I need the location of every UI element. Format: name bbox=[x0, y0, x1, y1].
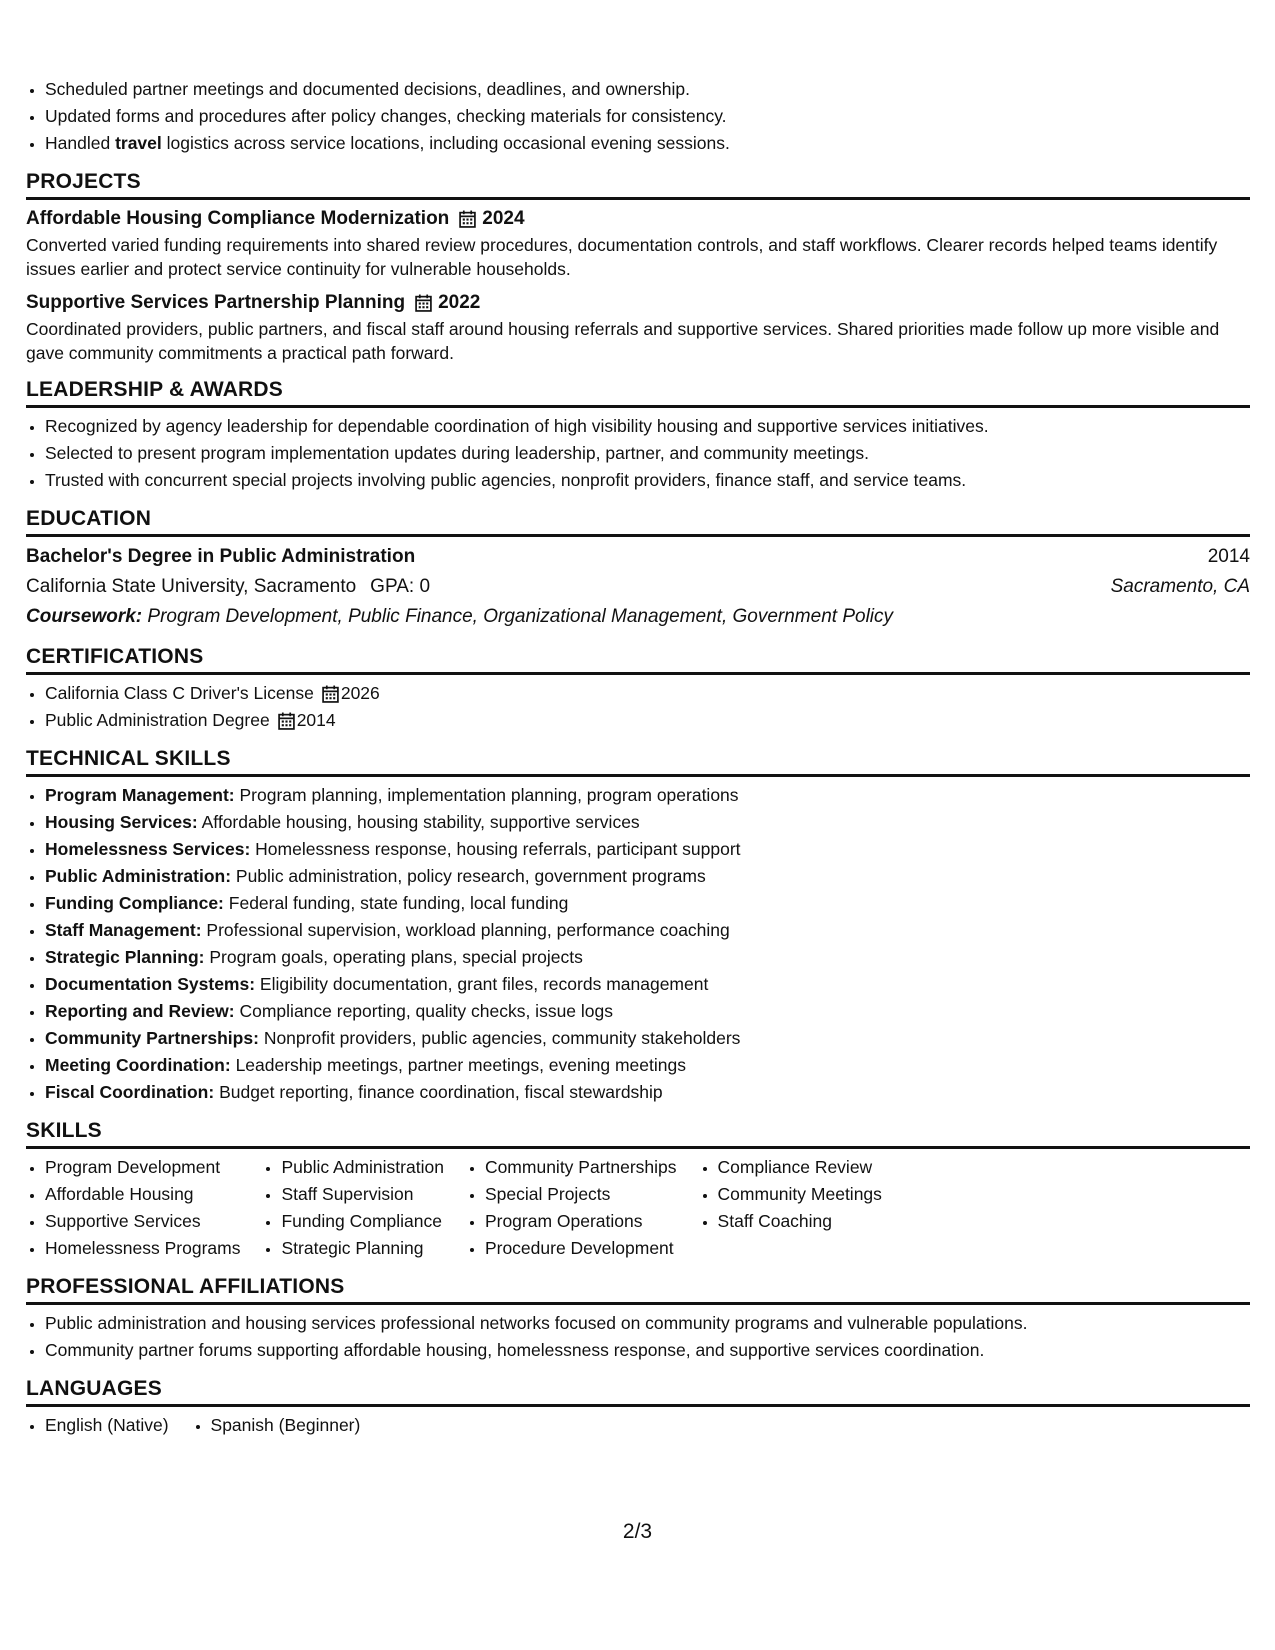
list-item: • Special Projects bbox=[485, 1181, 677, 1208]
list-item: • Supportive Services bbox=[45, 1208, 240, 1235]
certifications-list bbox=[26, 680, 1250, 734]
list-item: • Program Operations bbox=[485, 1208, 677, 1235]
skill-category: Public Administration: bbox=[45, 866, 232, 886]
leadership-section bbox=[26, 377, 1250, 494]
leadership-bullets bbox=[26, 413, 1250, 494]
list-item bbox=[45, 707, 1250, 734]
education-section bbox=[26, 506, 1250, 632]
education-school-row bbox=[26, 572, 1250, 602]
project-item bbox=[26, 205, 1250, 281]
list-item bbox=[45, 917, 1250, 944]
skill-category: Documentation Systems: bbox=[45, 974, 256, 994]
school-name: California State University, Sacramento bbox=[26, 576, 357, 597]
list-item: • Program Development bbox=[45, 1154, 240, 1181]
skill-details: Public administration, policy research, government programs bbox=[235, 866, 706, 886]
project-title-row bbox=[26, 289, 1250, 317]
bullet-text: Updated forms and procedures after policy changes, checking materials for consistency. bbox=[45, 106, 727, 126]
section-heading: SKILLS bbox=[26, 1118, 1250, 1149]
list-item: • Compliance Review bbox=[718, 1154, 882, 1181]
skill-details: Affordable housing, housing stability, supportive services bbox=[201, 812, 640, 832]
skills-column bbox=[262, 1154, 443, 1262]
skill-details: Homelessness response, housing referrals, participant support bbox=[255, 839, 741, 859]
skill-details: Professional supervision, workload planning, performance coaching bbox=[206, 920, 730, 940]
education-degree-row bbox=[26, 542, 1250, 572]
skill-category: Reporting and Review: bbox=[45, 1001, 235, 1021]
list-item: • Strategic Planning bbox=[281, 1235, 443, 1262]
project-date bbox=[459, 205, 524, 233]
list-item bbox=[45, 890, 1250, 917]
section-heading: PROFESSIONAL AFFILIATIONS bbox=[26, 1274, 1250, 1305]
page-number: 2/3 bbox=[622, 1520, 653, 1543]
bullet-bold-text: travel bbox=[115, 133, 162, 153]
skill-details: Program planning, implementation planning, program operations bbox=[239, 785, 739, 805]
list-item: • Community Meetings bbox=[718, 1181, 882, 1208]
project-title: Supportive Services Partnership Planning bbox=[26, 292, 406, 313]
list-item bbox=[45, 809, 1250, 836]
project-title: Affordable Housing Compliance Modernization bbox=[26, 208, 450, 229]
list-item bbox=[45, 103, 1250, 130]
certification-year: 2026 bbox=[340, 683, 380, 703]
skills-column bbox=[26, 1154, 240, 1262]
list-item: • Homelessness Programs bbox=[45, 1235, 240, 1262]
skills-column bbox=[466, 1154, 677, 1262]
list-item bbox=[45, 863, 1250, 890]
list-item bbox=[45, 130, 1250, 157]
list-item: • Public administration and housing services professional networks focused on community programs and vulnerable populations. bbox=[45, 1310, 1250, 1337]
list-item bbox=[45, 76, 1250, 103]
skill-details: Federal funding, state funding, local funding bbox=[228, 893, 569, 913]
project-year: 2022 bbox=[438, 292, 481, 313]
skill-details: Eligibility documentation, grant files, records management bbox=[259, 974, 709, 994]
list-item: • Affordable Housing bbox=[45, 1181, 240, 1208]
skill-category: Community Partnerships: bbox=[45, 1028, 259, 1048]
list-item: • Spanish (Beginner) bbox=[211, 1412, 361, 1439]
bullet-text: Handled bbox=[45, 133, 116, 153]
skill-category: Strategic Planning: bbox=[45, 947, 205, 967]
list-item: • Staff Coaching bbox=[718, 1208, 882, 1235]
project-description: Converted varied funding requirements into shared review procedures, documentation controls, and staff workflows. Clearer records helped teams identify issues earlier and protect service continuity for vulnerable households. bbox=[26, 235, 1218, 279]
list-item bbox=[45, 1079, 1250, 1106]
languages-section bbox=[26, 1376, 1250, 1439]
certification-year: 2014 bbox=[296, 710, 336, 730]
school-location: Sacramento, CA bbox=[1110, 576, 1250, 597]
technical-skills-list bbox=[26, 782, 1250, 1106]
section-heading: CERTIFICATIONS bbox=[26, 644, 1250, 675]
gpa: GPA: 0 bbox=[370, 576, 431, 597]
skills-column bbox=[699, 1154, 882, 1262]
section-heading: LEADERSHIP & AWARDS bbox=[26, 377, 1250, 408]
bullet-text: logistics across service locations, including occasional evening sessions. bbox=[161, 133, 730, 153]
coursework-list: Program Development, Public Finance, Organizational Management, Government Policy bbox=[147, 606, 894, 627]
calendar-icon bbox=[322, 685, 339, 703]
list-item: • Community Partnerships bbox=[485, 1154, 677, 1181]
list-item bbox=[45, 836, 1250, 863]
school-info bbox=[26, 572, 430, 602]
coursework-row bbox=[26, 602, 1250, 632]
bullet-text: Scheduled partner meetings and documented decisions, deadlines, and ownership. bbox=[45, 79, 691, 99]
calendar-icon bbox=[415, 294, 432, 312]
list-item bbox=[45, 971, 1250, 998]
list-item: • Funding Compliance bbox=[281, 1208, 443, 1235]
list-item bbox=[45, 680, 1250, 707]
section-heading: PROJECTS bbox=[26, 169, 1250, 200]
list-item bbox=[45, 782, 1250, 809]
list-item bbox=[45, 1052, 1250, 1079]
skill-category: Staff Management: bbox=[45, 920, 202, 940]
resume-page bbox=[26, 76, 1250, 1439]
project-title-row bbox=[26, 205, 1250, 233]
list-item: • Procedure Development bbox=[485, 1235, 677, 1262]
skill-details: Compliance reporting, quality checks, issue logs bbox=[239, 1001, 613, 1021]
degree-title: Bachelor's Degree in Public Administration bbox=[26, 546, 416, 567]
list-item: • Public Administration bbox=[281, 1154, 443, 1181]
certification-name: • California Class C Driver's License bbox=[45, 683, 314, 703]
skill-category: Fiscal Coordination: bbox=[45, 1082, 215, 1102]
skills-section bbox=[26, 1118, 1250, 1262]
certifications-section bbox=[26, 644, 1250, 734]
list-item bbox=[45, 998, 1250, 1025]
list-item: • Selected to present program implementation updates during leadership, partner, and community meetings. bbox=[45, 440, 1250, 467]
skill-category: Funding Compliance: bbox=[45, 893, 224, 913]
project-description: Coordinated providers, public partners, and fiscal staff around housing referrals and supportive services. Shared priorities made follow up more visible and gave community commitments a practical path forward. bbox=[26, 319, 1220, 363]
coursework bbox=[26, 602, 893, 632]
graduation-year: 2014 bbox=[1207, 546, 1250, 567]
skill-details: Program goals, operating plans, special projects bbox=[209, 947, 583, 967]
skill-category: Meeting Coordination: bbox=[45, 1055, 231, 1075]
list-item: • Recognized by agency leadership for dependable coordination of high visibility housing and supportive services initiatives. bbox=[45, 413, 1250, 440]
skill-category: Housing Services: bbox=[45, 812, 198, 832]
affiliations-list bbox=[26, 1310, 1250, 1364]
skill-category: Homelessness Services: bbox=[45, 839, 251, 859]
section-heading: TECHNICAL SKILLS bbox=[26, 746, 1250, 777]
skill-details: Leadership meetings, partner meetings, evening meetings bbox=[235, 1055, 686, 1075]
skill-category: Program Management: bbox=[45, 785, 235, 805]
list-item: • Trusted with concurrent special projects involving public agencies, nonprofit providers, finance staff, and service teams. bbox=[45, 467, 1250, 494]
calendar-icon bbox=[459, 210, 476, 228]
section-heading: LANGUAGES bbox=[26, 1376, 1250, 1407]
list-item bbox=[45, 1025, 1250, 1052]
experience-bullets bbox=[26, 76, 1250, 157]
list-item: • Community partner forums supporting affordable housing, homelessness response, and supportive services coordination. bbox=[45, 1337, 1250, 1364]
certification-name: • Public Administration Degree bbox=[45, 710, 270, 730]
languages-list bbox=[26, 1412, 1250, 1439]
list-item: • Staff Supervision bbox=[281, 1181, 443, 1208]
project-year: 2024 bbox=[482, 208, 525, 229]
experience-continuation bbox=[26, 76, 1250, 157]
projects-section bbox=[26, 169, 1250, 365]
list-item: • English (Native) bbox=[45, 1412, 169, 1439]
calendar-icon bbox=[278, 712, 295, 730]
affiliations-section bbox=[26, 1274, 1250, 1364]
project-item bbox=[26, 289, 1250, 365]
skills-grid bbox=[26, 1154, 1250, 1262]
skill-details: Budget reporting, finance coordination, fiscal stewardship bbox=[219, 1082, 663, 1102]
technical-skills-section bbox=[26, 746, 1250, 1106]
project-date bbox=[415, 289, 480, 317]
list-item bbox=[45, 944, 1250, 971]
skill-details: Nonprofit providers, public agencies, community stakeholders bbox=[263, 1028, 741, 1048]
coursework-label: Coursework: bbox=[26, 606, 143, 627]
section-heading: EDUCATION bbox=[26, 506, 1250, 537]
